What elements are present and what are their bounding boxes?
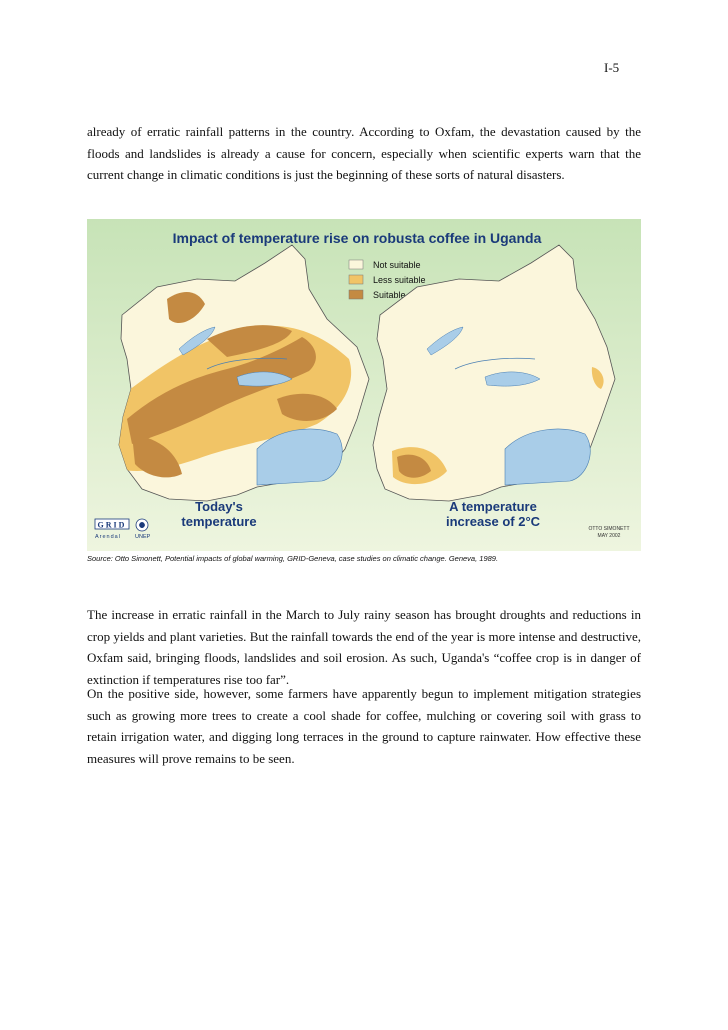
legend-swatch-suitable (349, 290, 363, 299)
page-number: I-5 (604, 60, 620, 75)
legend-label-suitable: Suitable (373, 290, 406, 300)
legend-label-less-suitable: Less suitable (373, 275, 426, 285)
figure-source-caption: Source: Otto Simonett, Potential impacts of global warming, GRID-Geneva, case studies on climatic change. Geneva, 1989. (87, 554, 499, 563)
caption-today-line2: temperature (181, 514, 257, 529)
paragraph-rainfall: The increase in erratic rainfall in the March to July rainy season has brought droughts and reductions in crop yields and plant varieties. But the rainfall towards the end of the year is more intense and destructive, Oxfam said, bringing floods, landslides and soil erosion. As such, Uganda's “coffee crop is in danger of extinction if temperatures rise too far”. (87, 607, 641, 687)
logo-grid-text: GRID (97, 520, 127, 530)
paragraph-mitigation: On the positive side, however, some farmers have apparently begun to implement mitigation strategies such as growing more trees to create a cool shade for coffee, mulching or covering soil with grass to retain irrigation water, and digging long terraces in the ground to capture rainwater. How effective these measures will prove remains to be seen. (87, 686, 641, 766)
paragraph-intro: already of erratic rainfall patterns in the country. According to Oxfam, the devastation caused by the floods and landslides is already a cause for concern, especially when scientific experts warn that the current change in climatic conditions is just the beginning of these sorts of natural disasters. (87, 124, 641, 182)
legend-swatch-less-suitable (349, 275, 363, 284)
legend-swatch-not-suitable (349, 260, 363, 269)
caption-increase-line2: increase of 2°C (445, 514, 541, 529)
credit-author: OTTO SIMONETT (588, 526, 630, 532)
figure-title: Impact of temperature rise on robusta coffee in Uganda (172, 230, 542, 246)
logo-unep-text: UNEP (135, 534, 151, 540)
uganda-coffee-map-figure (87, 219, 641, 551)
logo-grid-subtext: Arendal (95, 534, 121, 540)
figure-graphic (87, 219, 641, 551)
credit-date: MAY 2002 (597, 533, 621, 539)
caption-increase-line1: A temperature (449, 499, 537, 514)
legend-label-not-suitable: Not suitable (373, 260, 421, 270)
caption-today-line1: Today's (195, 499, 243, 514)
